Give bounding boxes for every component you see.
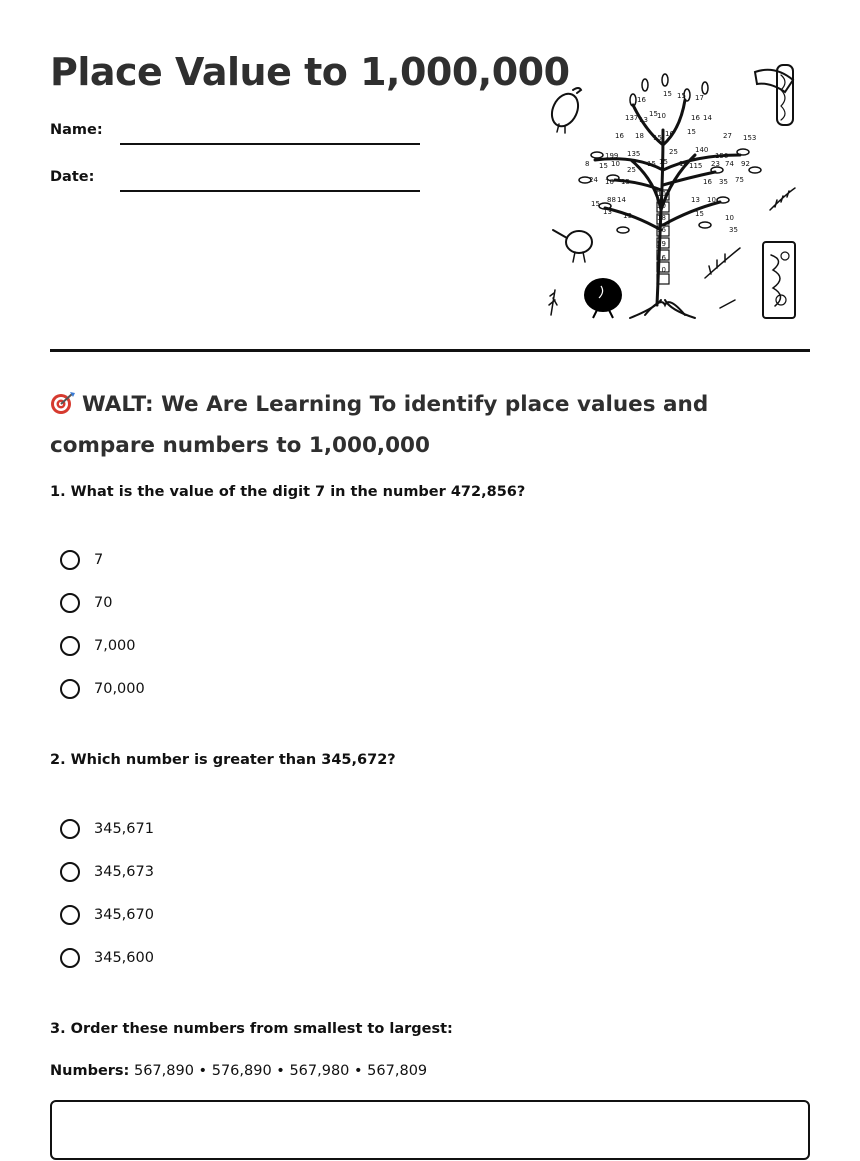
option-label: 345,670 [94, 907, 154, 923]
tree-number-label: 27 [723, 132, 732, 140]
question-1-text: 1. What is the value of the digit 7 in the number 472,856? [50, 484, 526, 500]
radio-button[interactable] [60, 593, 80, 613]
radio-button[interactable] [60, 550, 80, 570]
tree-number-label: 59 [657, 240, 666, 248]
tree-number-label: 15 [621, 178, 630, 186]
tree-number-label: 10 [707, 196, 716, 204]
option-label: 345,600 [94, 950, 154, 966]
tree-number-label: 13 [639, 116, 648, 124]
tree-number-label: 10 [725, 214, 734, 222]
q1-option-4[interactable] [60, 676, 145, 702]
radio-button[interactable] [60, 905, 80, 925]
black-kiwi-icon [584, 278, 622, 318]
tree-number-label: 15 [649, 110, 658, 118]
walt-text: WALT: We Are Learning To identify place values and compare numbers to 1,000,000 [50, 392, 709, 458]
tree-number-label: 18 [635, 132, 644, 140]
tree-number-label: 135 [627, 150, 641, 158]
option-label: 70,000 [94, 681, 145, 697]
tree-number-label: 150 [715, 152, 729, 160]
tree-number-label: 19 [623, 212, 632, 220]
date-field[interactable] [120, 190, 420, 192]
tree-illustration [545, 60, 810, 325]
tree-number-label: 8 [585, 160, 590, 168]
q2-option-3[interactable] [60, 902, 154, 928]
tree-number-label: 88 [607, 196, 616, 204]
tree-number-label: 15 [653, 134, 662, 142]
page-title: Place Value to 1,000,000 [50, 50, 570, 94]
tree-number-label: 15 [591, 200, 600, 208]
tree-number-label: 24 [589, 176, 598, 184]
tree-number-label: 17 [695, 94, 704, 102]
tree-number-label: 16 [637, 96, 646, 104]
tree-number-label: 23 [711, 160, 720, 168]
tree-number-label: 75 [735, 176, 744, 184]
option-label: 7 [94, 552, 104, 568]
option-label: 345,671 [94, 821, 154, 837]
radio-button[interactable] [60, 862, 80, 882]
tree-number-label: 16 [657, 254, 666, 262]
tree-number-label: 15 [663, 90, 672, 98]
tree-number-label: 10 [657, 112, 666, 120]
tree-number-label: 137 [625, 114, 639, 122]
radio-button[interactable] [60, 948, 80, 968]
option-label: 345,673 [94, 864, 154, 880]
target-dart-icon [50, 390, 76, 427]
q1-option-3[interactable] [60, 633, 136, 659]
radio-button[interactable] [60, 679, 80, 699]
tree-number-label: 18 [657, 214, 666, 222]
numbers-value: 567,890 • 576,890 • 567,980 • 567,809 [133, 1063, 428, 1079]
q1-option-1[interactable] [60, 547, 103, 573]
tree-number-label: 14 [703, 114, 712, 122]
question-3-text: 3. Order these numbers from smallest to largest: [50, 1021, 453, 1037]
tree-number-label: 115 [689, 162, 703, 170]
tree-number-label: 14 [679, 160, 688, 168]
question-2-text: 2. Which number is greater than 345,672? [50, 752, 396, 768]
q1-option-2[interactable] [60, 590, 112, 616]
tree-number-label: 16 [615, 132, 624, 140]
tree-number-label: 10 [611, 160, 620, 168]
carved-post-icon [763, 242, 795, 318]
kiwi-icon [553, 230, 592, 262]
radio-button[interactable] [60, 636, 80, 656]
header-divider [50, 349, 810, 352]
tree-number-label: 16 [657, 226, 666, 234]
q2-option-4[interactable] [60, 945, 154, 971]
tree-number-label: 35 [719, 178, 728, 186]
tree-number-label: 16 [665, 130, 674, 138]
q2-option-1[interactable] [60, 816, 154, 842]
tree-number-label: 30 [657, 202, 666, 210]
tree-number-label: 13 [691, 196, 700, 204]
walt-heading [50, 386, 810, 464]
tree-number-label: 15 [647, 160, 656, 168]
bird-icon [547, 88, 583, 133]
tree-number-label: 15 [677, 92, 686, 100]
tree-number-label: 10 [605, 178, 614, 186]
answer-box[interactable] [50, 1100, 810, 1160]
tree-number-label: 199 [605, 152, 619, 160]
name-field[interactable] [120, 143, 420, 145]
tree-number-label: 140 [695, 146, 709, 154]
tree-number-label: 74 [725, 160, 734, 168]
date-label: Date: [50, 169, 95, 185]
option-label: 70 [94, 595, 113, 611]
tree-number-label: 14 [617, 196, 626, 204]
tree-number-label: 25 [627, 166, 636, 174]
tree-number-label: 15 [599, 162, 608, 170]
tree-number-label: 15 [659, 158, 668, 166]
tree-number-label: 15 [687, 128, 696, 136]
tree-number-label: 10 [657, 266, 666, 274]
tree-number-label: 16 [691, 114, 700, 122]
tree-number-label: 16 [703, 178, 712, 186]
option-label: 7,000 [94, 638, 136, 654]
q2-option-2[interactable] [60, 859, 154, 885]
tree-number-label: 13 [603, 208, 612, 216]
tree-number-label: 153 [743, 134, 757, 142]
radio-button[interactable] [60, 819, 80, 839]
tree-number-label: 92 [741, 160, 750, 168]
tree-number-label: 25 [669, 148, 678, 156]
numbers-label: Numbers: [50, 1063, 130, 1079]
tree-number-label: 10 [657, 190, 666, 198]
tree-number-label: 35 [729, 226, 738, 234]
carving-icon [755, 65, 793, 125]
numbers-list [50, 1063, 427, 1079]
tree-number-label: 15 [695, 210, 704, 218]
name-label: Name: [50, 122, 103, 138]
